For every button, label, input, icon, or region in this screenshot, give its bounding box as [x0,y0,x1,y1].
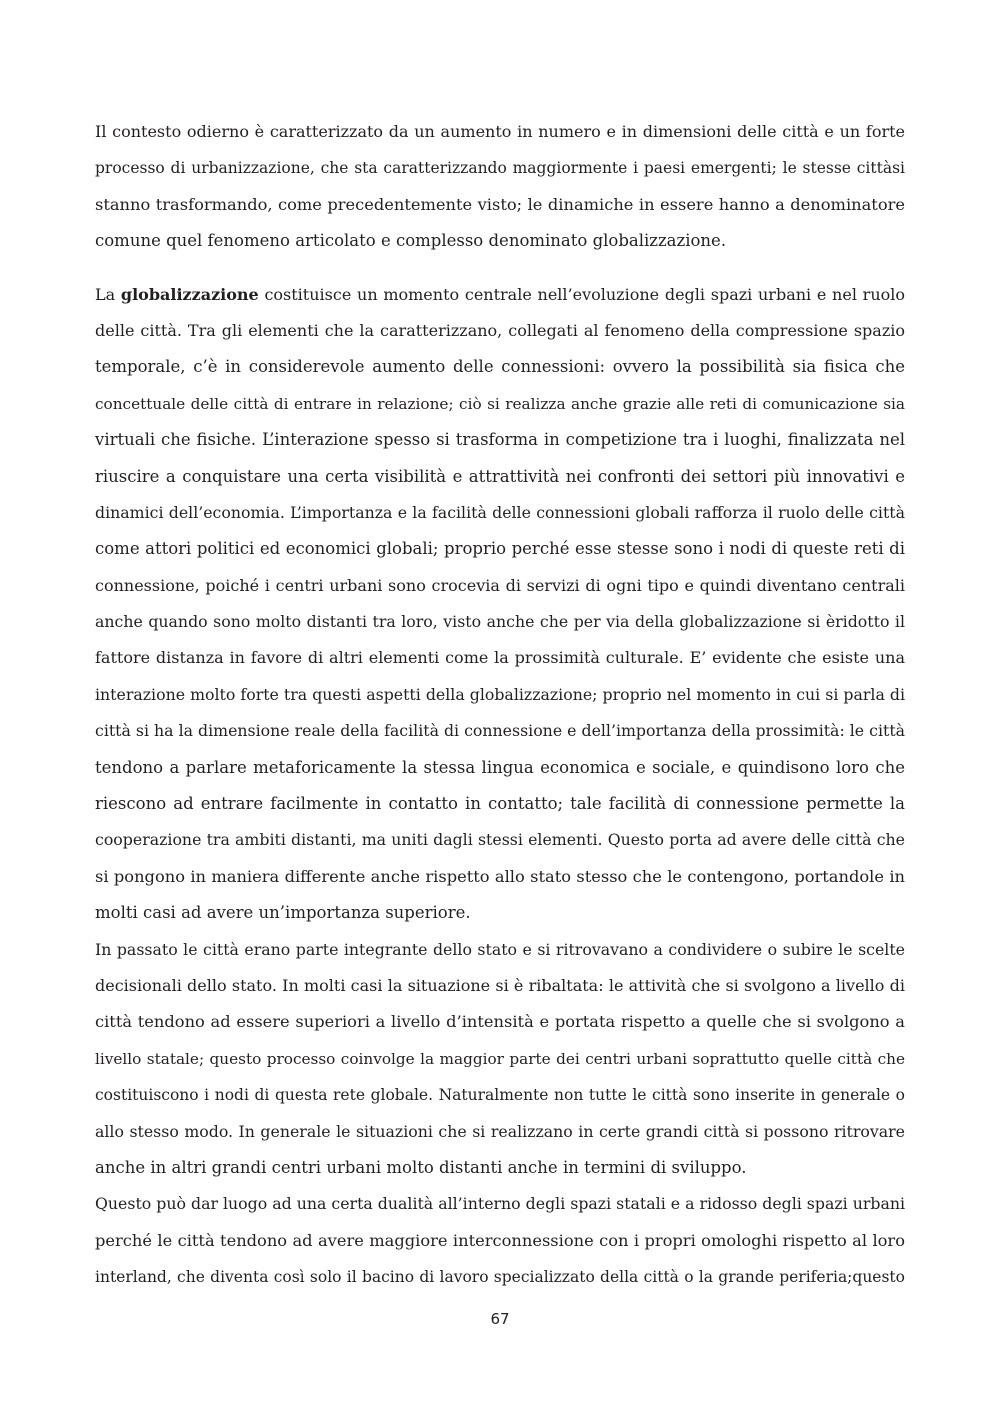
text-line: comune quel fenomeno articolato e complesso denominato globalizzazione. [95,231,727,251]
bold-term: globalizzazione [120,284,259,304]
text-line [95,277,905,313]
text-line: dinamici dell’economia. L’importanza e la facilità delle connessioni globali rafforza il ruolo delle città [95,502,905,522]
text-line: costituiscono i nodi di questa rete globale. Naturalmente non tutte le città sono inserite in generale o [95,1086,905,1105]
paragraph-gap [95,260,905,277]
text-line: temporale, c’è in considerevole aumento delle connessioni: ovvero la possibilità sia fisica che [95,357,905,377]
text-line: riescono ad entrare facilmente in contatto in contatto; tale facilità di connessione permette la [95,794,905,814]
text-line: allo stesso modo. In generale le situazioni che si realizzano in certe grandi città si possono ritrovare [95,1121,905,1141]
text-line: stanno trasformando, come precedentemente visto; le dinamiche in essere hanno a denominatore [95,194,905,214]
text-line: decisionali dello stato. In molti casi la situazione si è ribaltata: le attività che si svolgono a livello di [95,975,905,995]
text-line: connessione, poiché i centri urbani sono crocevia di servizi di ogni tipo e quindi diventano centrali [95,575,905,595]
text-line: tendono a parlare metaforicamente la stessa lingua economica e sociale, e quindisono loro che [95,757,905,777]
paragraph-2 [95,277,905,932]
text-line: interazione molto forte tra questi aspetti della globalizzazione; proprio nel momento in cui si parla di [95,684,905,704]
text-line: città tendono ad essere superiori a livello d’intensità e portata rispetto a quelle che si svolgono a [95,1012,905,1032]
text-line: virtuali che fisiche. L’interazione spesso si trasforma in competizione tra i luoghi, finalizzata nel [95,430,905,450]
text-line: concettuale delle città di entrare in relazione; ciò si realizza anche grazie alle reti di comunicazione sia [95,394,905,413]
text-line: perché le città tendono ad avere maggiore interconnessione con i propri omologhi rispetto al loro [95,1230,905,1250]
text-line: processo di urbanizzazione, che sta caratterizzando maggiormente i paesi emergenti; le stesse cittàsi [95,159,905,178]
text-fragment: La [95,284,121,304]
text-line: città si ha la dimensione reale della facilità di connessione e dell’importanza della prossimità: le città [95,721,906,741]
text-line: In passato le città erano parte integrante dello stato e si ritrovavano a condividere o subire le scelte [95,939,905,959]
paragraph-4 [95,1186,905,1295]
text-line: anche in altri grandi centri urbani molto distanti anche in termini di sviluppo. [95,1157,747,1177]
text-line: cooperazione tra ambiti distanti, ma uniti dagli stessi elementi. Questo porta ad avere delle città che [95,830,905,850]
text-line: livello statale; questo processo coinvolge la maggior parte dei centri urbani soprattutto quelle città che [95,1049,905,1068]
text-line: riuscire a conquistare una certa visibilità e attrattività nei confronti dei settori più innovativi e [95,466,905,486]
page-number: 67 [490,1310,510,1328]
document-body [95,114,905,1296]
paragraph-1 [95,114,905,260]
text-line: molti casi ad avere un’importanza superiore. [95,903,471,923]
text-line: anche quando sono molto distanti tra loro, visto anche che per via della globalizzazione si èridotto il [95,612,905,632]
text-line: si pongono in maniera differente anche rispetto allo stato stesso che le contengono, portandole in [95,866,905,886]
text-line: Questo può dar luogo ad una certa dualità all’interno degli spazi statali e a ridosso degli spazi urbani [95,1194,906,1214]
text-line: interland, che diventa così solo il bacino di lavoro specializzato della città o la grande periferia;questo [95,1268,905,1287]
paragraph-3 [95,932,905,1187]
text-line: fattore distanza in favore di altri elementi come la prossimità culturale. E’ evidente che esiste una [95,648,905,668]
text-line: delle città. Tra gli elementi che la caratterizzano, collegati al fenomeno della compressione spazio [95,320,905,340]
text-fragment: costituisce un momento centrale nell’evoluzione degli spazi urbani e nel ruolo [258,284,906,304]
text-line: Il contesto odierno è caratterizzato da un aumento in numero e in dimensioni delle città e un forte [95,122,905,141]
text-line: come attori politici ed economici globali; proprio perché esse stesse sono i nodi di queste reti di [95,539,905,559]
